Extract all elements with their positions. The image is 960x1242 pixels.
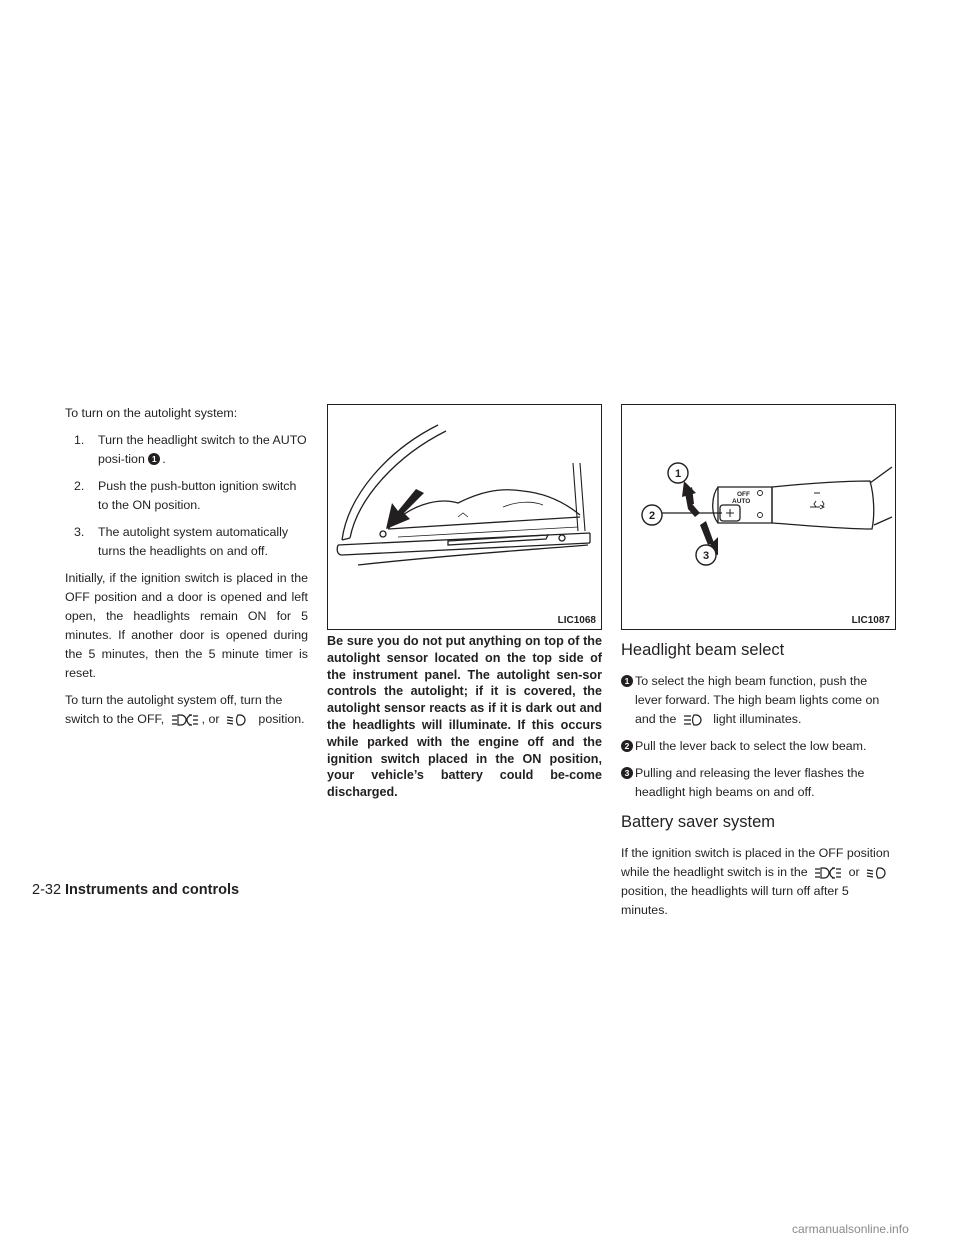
parking-light-icon (171, 714, 199, 726)
list-item (65, 431, 308, 469)
left-column (65, 404, 308, 737)
paragraph-text: position, the headlights will turn off after 5 minutes. (621, 884, 849, 917)
step-number: 1. (74, 433, 85, 447)
step-text-end: . (162, 452, 166, 466)
callout-3 (696, 545, 716, 565)
callout-marker: 2 (621, 740, 633, 752)
callout-marker: 1 (148, 453, 160, 465)
switch-label-auto: AUTO (732, 498, 751, 505)
watermark: carmanualsonline.info (792, 1222, 909, 1236)
list-item (65, 477, 308, 515)
svg-text:1: 1 (674, 468, 682, 480)
list-item (621, 672, 896, 729)
paragraph-text: To turn the autolight system off, turn the switch to the OFF, (65, 693, 283, 726)
list-item (621, 764, 896, 802)
section-heading: Headlight beam select (621, 641, 785, 659)
dashboard-illustration (328, 405, 601, 629)
paragraph (621, 844, 896, 920)
callout-1 (668, 463, 688, 483)
step-text: Turn the headlight switch to the AUTO posi-tion (98, 433, 307, 466)
svg-text:2: 2 (648, 510, 656, 522)
section-heading: Battery saver system (621, 813, 776, 831)
callout-2 (642, 505, 662, 525)
paragraph-text: , or (201, 712, 220, 726)
list-item (621, 737, 896, 756)
paragraph-off (65, 691, 308, 729)
svg-text:3: 3 (702, 550, 710, 562)
callout-marker: 1 (621, 675, 633, 687)
callout-marker: 3 (621, 767, 633, 779)
headlight-lever-figure (621, 404, 896, 630)
paragraph-text: If the ignition switch is placed in the OFF position while the headlight switch is in the (621, 846, 890, 879)
headlight-icon (226, 714, 252, 726)
step-text: Push the push-button ignition switch to the ON position. (98, 479, 297, 512)
section-title: Instruments and controls (65, 882, 240, 898)
step-text: The autolight system automatically turns the headlights on and off. (98, 525, 289, 558)
warning-text: Be sure you do not put anything on top of the autolight sensor located on the top side of the instrument panel. The autolight sen-sor controls the autolight; if it is covered, the autolight sensor reacts as if it is dark out and the headlights will illuminate. If this occurs while parked with the engine off and the ignition switch placed in the ON position, your vehicle’s battery could be-come discharged. (327, 634, 602, 800)
paragraph-text: or (848, 865, 860, 879)
right-column (621, 640, 896, 928)
steps-list (65, 431, 308, 561)
page-number: 2-32 (32, 882, 62, 898)
lever-illustration (622, 405, 895, 629)
list-item (65, 523, 308, 561)
item-text: Pull the lever back to select the low beam. (635, 739, 867, 753)
figure-code: LIC1087 (851, 615, 890, 626)
paragraph: Initially, if the ignition switch is placed in the OFF position and a door is opened and left open, the headlights remain ON for 5 minutes. If another door is opened during the 5 minutes, then the 5 minute timer is reset. (65, 571, 308, 680)
middle-column (327, 633, 602, 809)
paragraph-text: position. (258, 712, 305, 726)
pointer-arrow (386, 489, 424, 529)
high-beam-indicator-icon (683, 714, 707, 726)
autolight-sensor-figure (327, 404, 602, 630)
step-number: 3. (74, 525, 85, 539)
forward-arrow (682, 481, 700, 517)
headlight-icon (866, 867, 892, 879)
step-number: 2. (74, 479, 85, 493)
parking-light-icon (814, 867, 842, 879)
item-text: To select the high beam function, push the lever forward. The high beam lights come on and the (635, 674, 880, 726)
page-footer (32, 881, 239, 899)
switch-label-off: OFF (737, 491, 750, 498)
intro-text: To turn on the autolight system: (65, 406, 238, 420)
figure-code: LIC1068 (557, 615, 596, 626)
item-text: Pulling and releasing the lever flashes the headlight high beams on and off. (635, 766, 865, 799)
item-text-end: light illuminates. (713, 712, 802, 726)
